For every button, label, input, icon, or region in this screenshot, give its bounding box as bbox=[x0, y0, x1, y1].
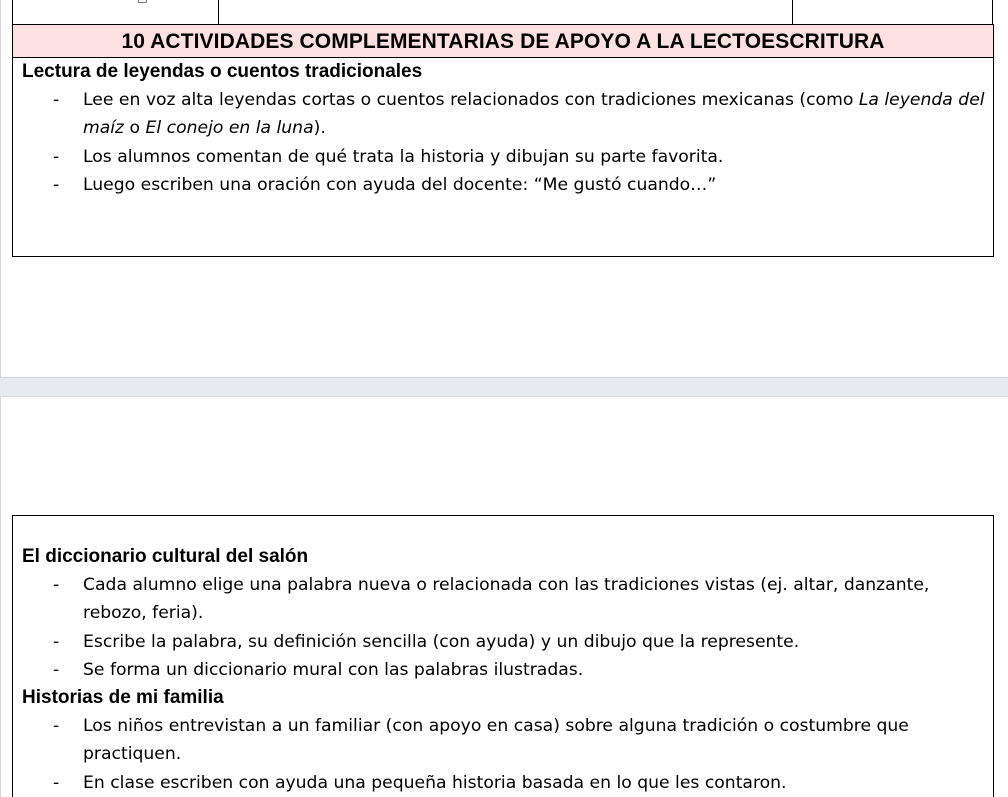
list-item-text: Los niños entrevistan a un familiar (con apoyo en casa) sobre alguna tradición o costumbre que practiquen. bbox=[83, 716, 909, 765]
checkbox-fragment bbox=[138, 0, 147, 3]
activity-heading: El diccionario cultural del salón bbox=[22, 546, 309, 567]
activities-table-continued bbox=[12, 515, 994, 797]
list-item bbox=[22, 656, 985, 684]
list-item bbox=[22, 571, 985, 628]
activity-list bbox=[22, 86, 985, 199]
list-item-text: En clase escriben con ayuda una pequeña historia basada en lo que les contaron. bbox=[83, 772, 787, 793]
document-page-1 bbox=[0, 0, 1008, 377]
activity-list bbox=[22, 571, 985, 684]
activity-cell bbox=[13, 516, 993, 797]
column-divider bbox=[218, 0, 219, 24]
table-row-fragment bbox=[12, 0, 993, 24]
page-gap bbox=[0, 377, 1008, 397]
list-item bbox=[22, 712, 985, 769]
document-page-2 bbox=[0, 396, 1008, 797]
list-item-text: Cada alumno elige una palabra nueva o relacionada con las tradiciones vistas (ej. altar, danzante, rebozo, feria). bbox=[83, 575, 930, 624]
table-title: 10 ACTIVIDADES COMPLEMENTARIAS DE APOYO A LA LECTOESCRITURA bbox=[13, 25, 993, 58]
activity-list bbox=[22, 712, 985, 797]
list-item-text: Los alumnos comentan de qué trata la historia y dibujan su parte favorita. bbox=[83, 146, 724, 167]
story-title: El conejo en la luna bbox=[145, 118, 314, 139]
list-item bbox=[22, 628, 985, 656]
list-item bbox=[22, 171, 985, 199]
bullet-dash: - bbox=[53, 90, 60, 110]
list-item-tail: ). bbox=[313, 118, 326, 139]
list-item-text: Se forma un diccionario mural con las palabras ilustradas. bbox=[83, 659, 584, 680]
bullet-dash: - bbox=[53, 174, 60, 195]
list-item-text: Lee en voz alta leyendas cortas o cuentos relacionados con tradiciones mexicanas (como bbox=[83, 90, 854, 110]
activity-heading: Lectura de leyendas o cuentos tradicionales bbox=[22, 61, 423, 82]
column-divider bbox=[792, 0, 793, 24]
bullet-dash: - bbox=[53, 631, 60, 652]
bullet-dash: - bbox=[53, 772, 60, 793]
bullet-dash: - bbox=[53, 659, 60, 680]
bullet-dash: - bbox=[53, 575, 60, 595]
list-item bbox=[22, 143, 985, 171]
list-item bbox=[22, 769, 985, 797]
list-item-text: Luego escriben una oración con ayuda del docente: “Me gustó cuando…” bbox=[83, 174, 717, 195]
connector-text: o bbox=[124, 118, 146, 139]
bullet-dash: - bbox=[53, 146, 60, 167]
list-item-text: Escribe la palabra, su definición sencilla (con ayuda) y un dibujo que la represente. bbox=[83, 631, 800, 652]
activity-cell bbox=[13, 58, 993, 199]
bullet-dash: - bbox=[53, 716, 60, 737]
story-title: La leyenda del maíz bbox=[83, 90, 985, 139]
activities-table bbox=[12, 24, 994, 257]
list-item bbox=[22, 86, 985, 143]
activity-heading: Historias de mi familia bbox=[22, 687, 224, 709]
